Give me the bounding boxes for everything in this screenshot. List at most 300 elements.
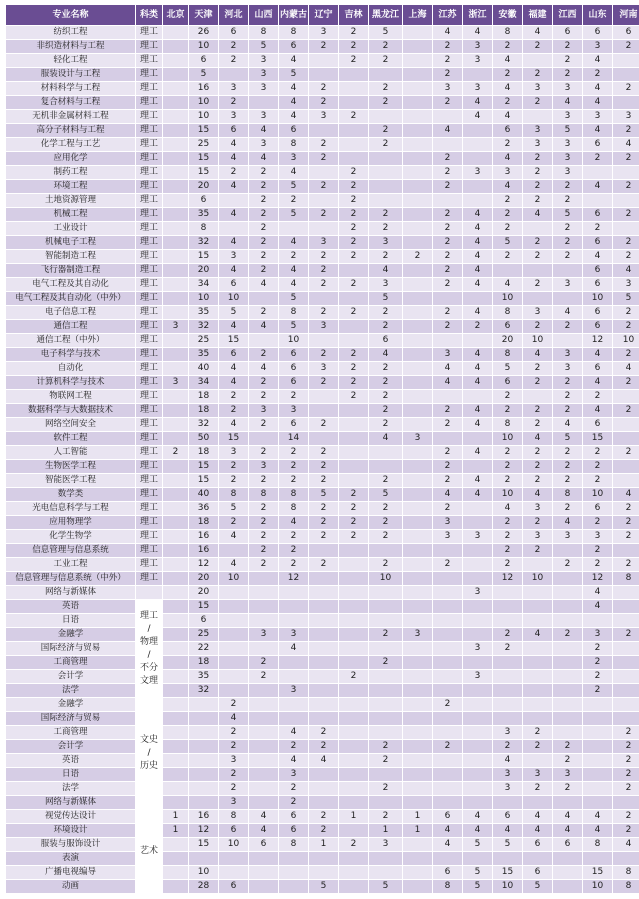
quota-cell [523, 642, 553, 656]
major-name-cell: 智能制造工程 [6, 250, 136, 264]
quota-cell: 2 [553, 376, 583, 390]
column-header: 黑龙江 [369, 5, 403, 26]
quota-cell: 2 [523, 362, 553, 376]
quota-cell [163, 670, 189, 684]
quota-cell: 2 [219, 40, 249, 54]
quota-cell: 2 [493, 208, 523, 222]
category-cell: 理工 [136, 54, 163, 68]
quota-cell: 4 [463, 446, 493, 460]
quota-cell: 8 [493, 306, 523, 320]
quota-cell [309, 54, 339, 68]
quota-cell [523, 110, 553, 124]
quota-cell: 6 [279, 124, 309, 138]
quota-cell: 2 [553, 320, 583, 334]
quota-cell: 8 [613, 880, 639, 894]
quota-cell: 2 [583, 656, 613, 670]
quota-cell [523, 670, 553, 684]
quota-cell [163, 866, 189, 880]
quota-cell [523, 684, 553, 698]
quota-cell: 2 [493, 194, 523, 208]
category-cell: 理工 [136, 572, 163, 586]
quota-cell [463, 390, 493, 404]
quota-cell [433, 796, 463, 810]
table-row [6, 110, 639, 124]
quota-cell [403, 502, 433, 516]
category-cell: 理工 [136, 180, 163, 194]
quota-cell: 2 [523, 166, 553, 180]
quota-cell: 32 [189, 684, 219, 698]
quota-cell [249, 600, 279, 614]
quota-cell: 4 [493, 54, 523, 68]
quota-cell [163, 222, 189, 236]
table-row [6, 306, 639, 320]
quota-cell: 4 [463, 376, 493, 390]
quota-cell: 3 [553, 278, 583, 292]
quota-cell: 2 [309, 726, 339, 740]
category-label-line: 艺术 [139, 846, 158, 856]
quota-cell [163, 404, 189, 418]
quota-cell: 2 [433, 152, 463, 166]
quota-cell: 2 [339, 838, 369, 852]
quota-cell: 2 [219, 698, 249, 712]
quota-cell [493, 656, 523, 670]
quota-cell [309, 852, 339, 866]
quota-cell: 2 [523, 544, 553, 558]
quota-cell: 2 [493, 138, 523, 152]
quota-cell: 5 [219, 306, 249, 320]
quota-cell [163, 474, 189, 488]
quota-cell: 4 [583, 586, 613, 600]
quota-cell: 4 [249, 320, 279, 334]
quota-cell [403, 166, 433, 180]
quota-cell [523, 656, 553, 670]
quota-cell [403, 600, 433, 614]
quota-cell [583, 782, 613, 796]
quota-cell [403, 768, 433, 782]
quota-cell [339, 628, 369, 642]
quota-cell: 3 [433, 516, 463, 530]
quota-cell [463, 712, 493, 726]
major-name-cell: 国际经济与贸易 [6, 712, 136, 726]
quota-cell: 2 [249, 250, 279, 264]
quota-cell [369, 614, 403, 628]
quota-cell: 15 [189, 600, 219, 614]
quota-cell: 5 [613, 292, 639, 306]
quota-cell: 2 [309, 740, 339, 754]
quota-cell [463, 502, 493, 516]
quota-cell [433, 138, 463, 152]
category-cell: 理工 [136, 558, 163, 572]
quota-cell: 2 [369, 306, 403, 320]
quota-cell: 2 [493, 530, 523, 544]
quota-cell: 4 [553, 418, 583, 432]
quota-cell: 4 [279, 264, 309, 278]
quota-cell [403, 292, 433, 306]
table-row [6, 614, 639, 628]
quota-cell [163, 754, 189, 768]
quota-cell [369, 768, 403, 782]
quota-cell: 2 [433, 166, 463, 180]
quota-cell [339, 152, 369, 166]
quota-cell [369, 684, 403, 698]
quota-cell [249, 432, 279, 446]
quota-cell: 6 [553, 26, 583, 40]
quota-cell [163, 488, 189, 502]
major-name-cell: 化学生物学 [6, 530, 136, 544]
quota-cell: 10 [219, 292, 249, 306]
major-name-cell: 英语 [6, 600, 136, 614]
quota-cell [309, 866, 339, 880]
quota-cell: 25 [189, 628, 219, 642]
quota-cell: 2 [369, 208, 403, 222]
quota-cell: 4 [219, 530, 249, 544]
quota-cell [403, 656, 433, 670]
quota-cell: 2 [369, 222, 403, 236]
quota-cell: 1 [309, 838, 339, 852]
quota-cell: 2 [249, 306, 279, 320]
quota-cell: 2 [553, 40, 583, 54]
quota-cell: 4 [279, 516, 309, 530]
quota-cell: 4 [433, 376, 463, 390]
quota-cell: 2 [339, 236, 369, 250]
major-name-cell: 工业设计 [6, 222, 136, 236]
quota-cell [309, 166, 339, 180]
quota-cell [369, 712, 403, 726]
quota-cell [163, 656, 189, 670]
quota-cell: 4 [219, 712, 249, 726]
quota-cell: 2 [219, 726, 249, 740]
quota-cell [249, 852, 279, 866]
quota-cell [613, 712, 639, 726]
quota-cell [553, 572, 583, 586]
quota-cell [309, 586, 339, 600]
quota-cell: 2 [523, 250, 553, 264]
quota-cell: 4 [463, 348, 493, 362]
quota-cell: 2 [553, 180, 583, 194]
table-row [6, 670, 639, 684]
quota-cell [279, 670, 309, 684]
category-cell [136, 586, 163, 600]
major-name-cell: 生物医学工程 [6, 460, 136, 474]
major-name-cell: 电气工程及其自动化 [6, 278, 136, 292]
quota-cell: 4 [493, 82, 523, 96]
quota-cell: 2 [433, 96, 463, 110]
quota-cell: 2 [369, 54, 403, 68]
quota-cell: 3 [219, 754, 249, 768]
column-header: 专业名称 [6, 5, 136, 26]
quota-cell [403, 516, 433, 530]
quota-cell [433, 586, 463, 600]
quota-cell [163, 530, 189, 544]
quota-cell [493, 670, 523, 684]
table-row [6, 404, 639, 418]
category-label-line: / [147, 623, 151, 634]
quota-cell: 3 [553, 768, 583, 782]
major-name-cell: 土地资源管理 [6, 194, 136, 208]
quota-cell [523, 390, 553, 404]
quota-cell [463, 684, 493, 698]
major-name-cell: 环境设计 [6, 824, 136, 838]
quota-cell [493, 614, 523, 628]
quota-cell: 3 [279, 768, 309, 782]
quota-cell [163, 572, 189, 586]
quota-cell: 8 [433, 880, 463, 894]
category-cell: 理工 [136, 138, 163, 152]
quota-cell [309, 572, 339, 586]
table-row [6, 446, 639, 460]
quota-cell: 2 [309, 138, 339, 152]
quota-cell: 2 [583, 642, 613, 656]
quota-cell [249, 754, 279, 768]
quota-cell [309, 796, 339, 810]
quota-cell [403, 670, 433, 684]
quota-cell: 4 [493, 110, 523, 124]
major-name-cell: 信息管理与信息系统 [6, 544, 136, 558]
quota-cell [403, 866, 433, 880]
quota-cell: 2 [339, 530, 369, 544]
quota-cell: 6 [583, 278, 613, 292]
quota-cell: 4 [219, 208, 249, 222]
category-cell: 理工 [136, 460, 163, 474]
quota-cell: 4 [249, 278, 279, 292]
quota-cell: 2 [433, 474, 463, 488]
quota-cell [403, 362, 433, 376]
column-header: 山东 [583, 5, 613, 26]
quota-cell: 2 [309, 418, 339, 432]
quota-cell: 2 [369, 628, 403, 642]
quota-cell [613, 642, 639, 656]
category-cell: 理工 [136, 376, 163, 390]
quota-cell [403, 838, 433, 852]
quota-cell [339, 432, 369, 446]
quota-cell [523, 586, 553, 600]
quota-cell [309, 68, 339, 82]
quota-cell: 2 [339, 278, 369, 292]
quota-cell: 6 [583, 26, 613, 40]
quota-cell: 2 [433, 278, 463, 292]
quota-cell: 2 [553, 474, 583, 488]
quota-cell: 2 [553, 194, 583, 208]
quota-cell [339, 96, 369, 110]
quota-cell: 34 [189, 376, 219, 390]
quota-cell [553, 698, 583, 712]
quota-cell [613, 796, 639, 810]
quota-cell: 2 [249, 390, 279, 404]
quota-cell: 2 [433, 320, 463, 334]
major-name-cell: 服装设计与工程 [6, 68, 136, 82]
category-label-line: 物理 [139, 636, 158, 647]
quota-cell [163, 796, 189, 810]
column-header: 浙江 [463, 5, 493, 26]
table-row [6, 586, 639, 600]
quota-cell: 2 [613, 40, 639, 54]
quota-cell [339, 726, 369, 740]
quota-cell [339, 768, 369, 782]
table-row [6, 292, 639, 306]
major-name-cell: 广播电视编导 [6, 866, 136, 880]
major-name-cell: 日语 [6, 768, 136, 782]
quota-cell [309, 124, 339, 138]
quota-cell [523, 292, 553, 306]
quota-cell [279, 614, 309, 628]
quota-cell: 2 [553, 628, 583, 642]
quota-cell [339, 740, 369, 754]
quota-cell: 2 [553, 236, 583, 250]
quota-cell [403, 208, 433, 222]
quota-cell [523, 54, 553, 68]
quota-cell: 3 [279, 684, 309, 698]
quota-cell: 5 [463, 880, 493, 894]
quota-cell: 2 [249, 670, 279, 684]
quota-cell: 4 [583, 376, 613, 390]
column-header: 上海 [403, 5, 433, 26]
category-cell: 理工 [136, 404, 163, 418]
quota-cell: 6 [433, 810, 463, 824]
quota-cell [433, 544, 463, 558]
quota-cell [189, 768, 219, 782]
quota-cell [189, 796, 219, 810]
quota-cell [463, 852, 493, 866]
table-row [6, 236, 639, 250]
quota-cell [219, 600, 249, 614]
quota-cell: 2 [583, 684, 613, 698]
quota-cell: 2 [493, 96, 523, 110]
quota-cell: 4 [493, 180, 523, 194]
quota-cell: 2 [433, 40, 463, 54]
quota-cell: 8 [249, 26, 279, 40]
quota-cell: 2 [279, 390, 309, 404]
quota-cell: 2 [369, 782, 403, 796]
quota-cell [219, 68, 249, 82]
quota-cell [339, 754, 369, 768]
quota-cell: 2 [613, 124, 639, 138]
major-name-cell: 工商管理 [6, 726, 136, 740]
quota-cell [339, 586, 369, 600]
quota-cell: 6 [219, 824, 249, 838]
column-header: 科类 [136, 5, 163, 26]
quota-cell [369, 852, 403, 866]
table-row [6, 68, 639, 82]
major-name-cell: 电子信息工程 [6, 306, 136, 320]
quota-cell: 2 [433, 222, 463, 236]
table-row [6, 278, 639, 292]
quota-cell: 2 [493, 474, 523, 488]
quota-cell [553, 712, 583, 726]
quota-cell: 4 [463, 810, 493, 824]
quota-cell: 2 [613, 768, 639, 782]
quota-cell [403, 852, 433, 866]
quota-cell: 2 [613, 404, 639, 418]
quota-cell: 8 [219, 810, 249, 824]
quota-cell: 2 [339, 54, 369, 68]
quota-cell [403, 460, 433, 474]
quota-cell: 2 [583, 460, 613, 474]
quota-cell [249, 334, 279, 348]
category-cell: 理工 [136, 362, 163, 376]
quota-cell [369, 446, 403, 460]
quota-cell: 2 [369, 530, 403, 544]
quota-cell [463, 138, 493, 152]
quota-cell: 2 [613, 754, 639, 768]
quota-cell: 2 [309, 810, 339, 824]
quota-cell: 2 [249, 446, 279, 460]
quota-cell [189, 712, 219, 726]
quota-cell: 2 [339, 222, 369, 236]
table-row [6, 544, 639, 558]
table-row [6, 572, 639, 586]
quota-cell: 2 [523, 404, 553, 418]
category-cell: 理工 [136, 26, 163, 40]
quota-cell [403, 446, 433, 460]
quota-cell [613, 670, 639, 684]
quota-cell: 4 [463, 208, 493, 222]
quota-cell: 2 [309, 152, 339, 166]
quota-cell [493, 698, 523, 712]
quota-cell: 2 [433, 502, 463, 516]
table-row [6, 880, 639, 894]
quota-cell [463, 782, 493, 796]
quota-cell [339, 68, 369, 82]
quota-cell: 2 [433, 68, 463, 82]
quota-cell [339, 852, 369, 866]
quota-cell [163, 264, 189, 278]
major-name-cell: 服装与服饰设计 [6, 838, 136, 852]
quota-cell: 2 [613, 376, 639, 390]
quota-cell: 2 [613, 782, 639, 796]
quota-cell: 2 [553, 782, 583, 796]
quota-cell: 4 [219, 320, 249, 334]
quota-cell: 12 [583, 334, 613, 348]
quota-cell [369, 110, 403, 124]
quota-cell: 3 [249, 82, 279, 96]
quota-cell: 2 [493, 628, 523, 642]
quota-cell [309, 194, 339, 208]
table-row [6, 824, 639, 838]
quota-cell: 6 [219, 278, 249, 292]
quota-cell [523, 754, 553, 768]
quota-cell [403, 320, 433, 334]
quota-cell: 32 [189, 418, 219, 432]
category-cell: 理工 [136, 320, 163, 334]
table-row [6, 628, 639, 642]
quota-cell: 3 [553, 166, 583, 180]
quota-cell [613, 96, 639, 110]
quota-cell: 5 [463, 838, 493, 852]
quota-cell [403, 572, 433, 586]
quota-cell: 8 [219, 488, 249, 502]
quota-cell [249, 866, 279, 880]
quota-cell: 2 [493, 558, 523, 572]
quota-cell [249, 782, 279, 796]
quota-cell: 2 [493, 642, 523, 656]
quota-cell [463, 698, 493, 712]
major-name-cell: 应用化学 [6, 152, 136, 166]
quota-cell: 3 [553, 362, 583, 376]
quota-cell [433, 712, 463, 726]
major-name-cell: 信息管理与信息系统（中外） [6, 572, 136, 586]
quota-cell [613, 852, 639, 866]
table-row [6, 684, 639, 698]
quota-cell: 4 [583, 600, 613, 614]
quota-cell [403, 404, 433, 418]
quota-cell: 4 [553, 824, 583, 838]
table-row [6, 488, 639, 502]
quota-cell [613, 390, 639, 404]
quota-cell: 2 [613, 250, 639, 264]
quota-cell: 3 [279, 628, 309, 642]
quota-cell: 2 [339, 348, 369, 362]
quota-cell: 10 [613, 334, 639, 348]
